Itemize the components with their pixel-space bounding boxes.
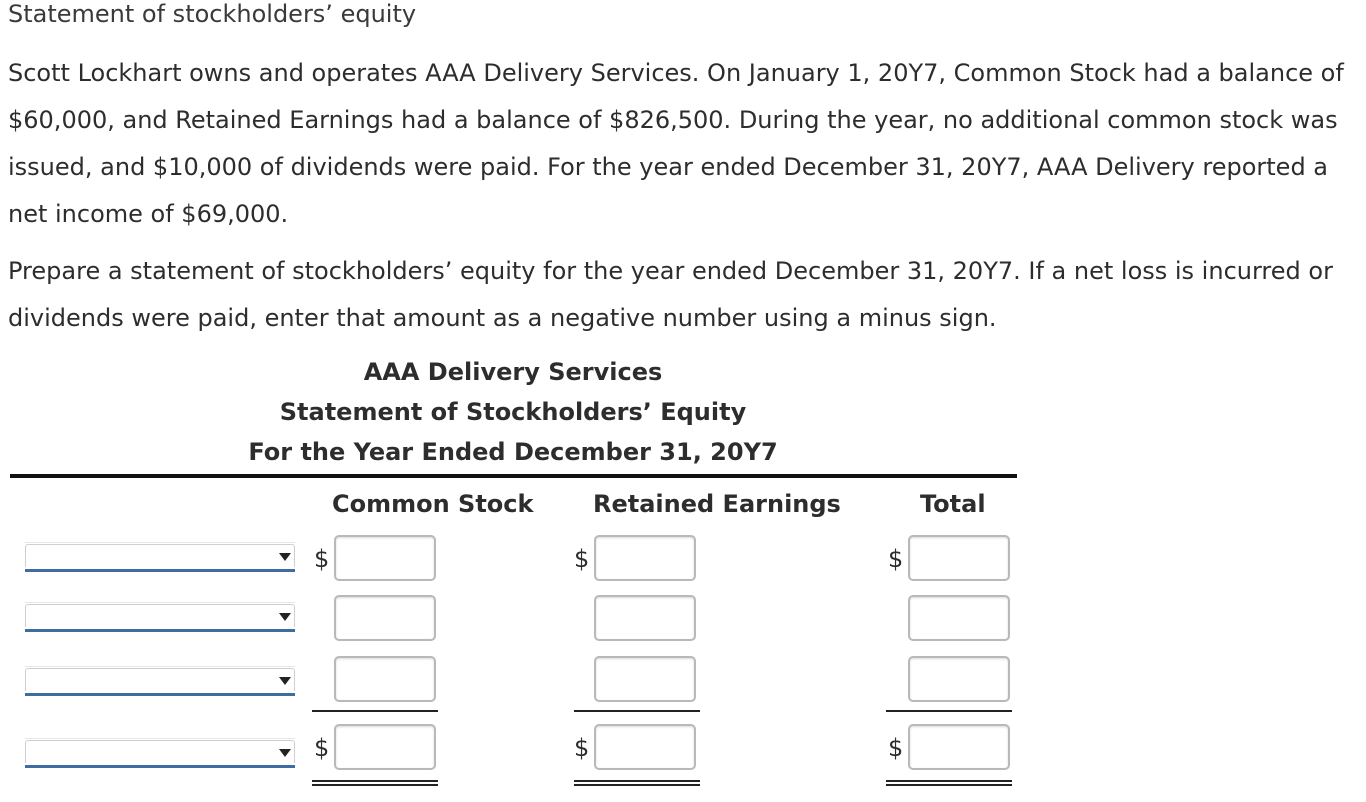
total-double-rule bbox=[574, 780, 700, 786]
chevron-down-icon bbox=[279, 613, 291, 621]
row-3-common-stock-input[interactable] bbox=[334, 656, 436, 702]
page-title: Statement of stockholders’ equity bbox=[8, 0, 417, 28]
row-2-retained-earnings-input[interactable] bbox=[594, 595, 696, 641]
row-4-retained-earnings-input[interactable] bbox=[594, 724, 696, 770]
row-4-label-select[interactable] bbox=[25, 738, 295, 768]
column-header-retained-earnings: Retained Earnings bbox=[593, 490, 841, 518]
dollar-sign: $ bbox=[888, 545, 904, 573]
row-2-common-stock-input[interactable] bbox=[334, 595, 436, 641]
column-header-common-stock: Common Stock bbox=[332, 490, 534, 518]
total-double-rule bbox=[886, 780, 1012, 786]
row-4-common-stock-input[interactable] bbox=[334, 724, 436, 770]
subtotal-rule bbox=[886, 710, 1012, 712]
dollar-sign: $ bbox=[574, 734, 590, 762]
column-header-total: Total bbox=[920, 490, 986, 518]
chevron-down-icon bbox=[279, 749, 291, 757]
company-name: AAA Delivery Services bbox=[363, 358, 663, 386]
dollar-sign: $ bbox=[888, 734, 904, 762]
row-3-total-input[interactable] bbox=[908, 656, 1010, 702]
row-1-common-stock-input[interactable] bbox=[334, 535, 436, 581]
row-2-label-select[interactable] bbox=[25, 602, 295, 632]
header-rule bbox=[10, 474, 1017, 478]
problem-text: Scott Lockhart owns and operates AAA Delivery Services. On January 1, 20Y7, Common Stock had a balance of $60,000, and Retained Earnings had a balance of $826,500. During the year, no additional common stock was issued, and $10,000 of dividends were paid. For the year ended December 31, 20Y7, AAA Delivery reported a net income of $69,000. bbox=[8, 59, 1344, 228]
row-4-total-input[interactable] bbox=[908, 724, 1010, 770]
dollar-sign: $ bbox=[574, 545, 590, 573]
row-1-retained-earnings-input[interactable] bbox=[594, 535, 696, 581]
instructions-text: Prepare a statement of stockholders’ equity for the year ended December 31, 20Y7. If a net loss is incurred or dividends were paid, enter that amount as a negative number using a minus sign. bbox=[8, 257, 1333, 332]
total-double-rule bbox=[312, 780, 438, 786]
statement-title: Statement of Stockholders’ Equity bbox=[279, 398, 747, 426]
statement-period: For the Year Ended December 31, 20Y7 bbox=[248, 438, 778, 466]
row-2-total-input[interactable] bbox=[908, 595, 1010, 641]
row-1-total-input[interactable] bbox=[908, 535, 1010, 581]
subtotal-rule bbox=[574, 710, 700, 712]
subtotal-rule bbox=[312, 710, 438, 712]
row-1-label-select[interactable] bbox=[25, 542, 295, 572]
row-3-retained-earnings-input[interactable] bbox=[594, 656, 696, 702]
dollar-sign: $ bbox=[314, 545, 330, 573]
dollar-sign: $ bbox=[314, 734, 330, 762]
chevron-down-icon bbox=[279, 677, 291, 685]
row-3-label-select[interactable] bbox=[25, 666, 295, 696]
chevron-down-icon bbox=[279, 553, 291, 561]
